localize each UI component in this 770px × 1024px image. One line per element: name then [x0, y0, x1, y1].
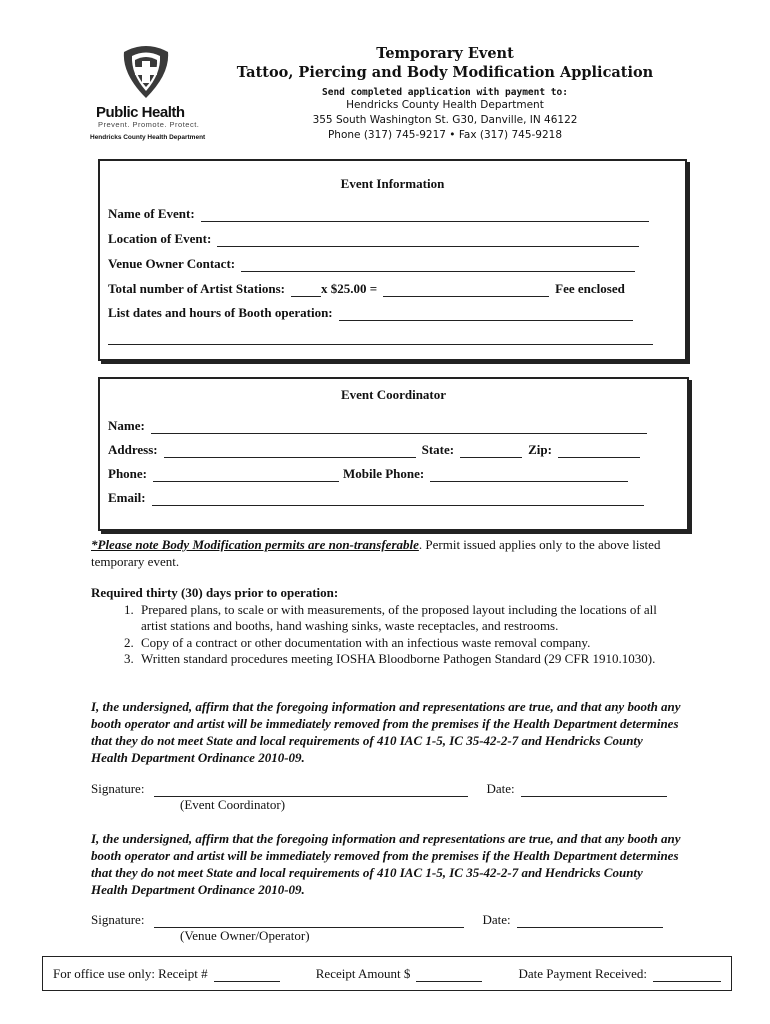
- send-instructions: Send completed application with payment to:: [322, 87, 568, 98]
- coordinator-email-label: Email:: [108, 490, 146, 505]
- requirements-section: [91, 585, 681, 668]
- logo-tagline: Prevent. Promote. Protect.: [98, 120, 200, 129]
- payment-date-field[interactable]: [653, 969, 721, 982]
- coordinator-zip-field[interactable]: [558, 443, 640, 458]
- coordinator-address-row: [108, 442, 640, 458]
- requirements-list: [91, 602, 681, 668]
- coordinator-phone-label: Phone:: [108, 466, 147, 481]
- booth-dates-row: [108, 305, 633, 321]
- signature-label: Signature:: [91, 781, 145, 796]
- logo-department: Hendricks County Health Department: [90, 134, 206, 141]
- section-title: Event Coordinator: [340, 387, 447, 402]
- logo-name: Public Health: [96, 104, 185, 121]
- list-item: 3. Written standard procedures meeting IOSHA Bloodborne Pathogen Standard (29 CFR 1910.1030).: [137, 651, 681, 668]
- list-item: 2. Copy of a contract or other documentation with an infectious waste removal company.: [137, 635, 681, 652]
- coordinator-mobile-label: Mobile Phone:: [343, 466, 425, 481]
- fee-total-field[interactable]: [383, 282, 549, 297]
- transfer-note-emphasis: *Please note Body Modification permits are non-transferable: [91, 537, 419, 552]
- venue-contact-field[interactable]: [241, 257, 635, 272]
- signature-label: Signature:: [91, 912, 145, 927]
- station-fee-multiplier: x $25.00 =: [320, 281, 378, 296]
- affirmation-text-2: I, the undersigned, affirm that the foregoing information and representations are true, and that any booth any booth operator and artist will be immediately removed from the premises if the Health Department determines that they do not meet State and local requirements of 410 IAC 1-5, IC 35-42-2-7 and Hendricks County Health Department Ordinance 2010-09.: [91, 831, 681, 897]
- title-line-2: Tattoo, Piercing and Body Modification Application: [236, 64, 654, 81]
- coordinator-state-label: State:: [421, 442, 455, 457]
- list-item: 1. Prepared plans, to scale or with measurements, of the proposed layout including the locations of all artist stations and booths, hand washing sinks, waste receptacles, and restrooms.: [137, 602, 681, 635]
- signature-role-coordinator: (Event Coordinator): [180, 797, 286, 812]
- receipt-amount-field[interactable]: [416, 969, 482, 982]
- coordinator-name-field[interactable]: [151, 419, 647, 434]
- date-label: Date:: [486, 781, 515, 796]
- coordinator-mobile-field[interactable]: [430, 467, 628, 482]
- receipt-amount-label: Receipt Amount $: [315, 965, 411, 981]
- transfer-note: [91, 537, 681, 570]
- org-name: Hendricks County Health Department: [346, 99, 544, 111]
- booth-dates-label: List dates and hours of Booth operation:: [108, 305, 333, 320]
- coordinator-phone-field[interactable]: [153, 467, 339, 482]
- org-phone: Phone (317) 745-9217 • Fax (317) 745-9218: [327, 129, 563, 141]
- requirements-heading: Required thirty (30) days prior to operation:: [91, 585, 339, 600]
- event-name-field[interactable]: [201, 207, 649, 222]
- payment-date-label: Date Payment Received:: [518, 965, 647, 981]
- office-use-box: [42, 956, 732, 991]
- section-title: Event Information: [340, 176, 445, 191]
- venue-contact-row: [108, 256, 635, 272]
- coordinator-phone-row: [108, 466, 628, 482]
- event-location-field[interactable]: [217, 232, 639, 247]
- coordinator-email-row: [108, 490, 644, 506]
- transfer-note-text: . Permit issued applies only to the above listed temporary event.: [91, 537, 661, 569]
- org-address: 355 South Washington St. G30, Danville, IN 46122: [312, 114, 578, 126]
- booth-dates-field-extra[interactable]: [108, 330, 653, 345]
- title-line-1: Temporary Event: [376, 45, 514, 62]
- fee-enclosed-label: Fee enclosed: [555, 281, 625, 296]
- event-name-row: [108, 206, 649, 222]
- coordinator-name-row: [108, 418, 647, 434]
- artist-stations-count-field[interactable]: [291, 282, 321, 297]
- coordinator-zip-label: Zip:: [528, 442, 552, 457]
- coordinator-address-field[interactable]: [164, 443, 416, 458]
- date-label: Date:: [482, 912, 511, 927]
- venue-date-field[interactable]: [517, 913, 663, 928]
- receipt-amount-group: [316, 966, 483, 982]
- coordinator-signature-row: [91, 781, 667, 797]
- coordinator-email-field[interactable]: [152, 491, 644, 506]
- venue-signature-row: [91, 912, 663, 928]
- artist-stations-label: Total number of Artist Stations:: [108, 281, 285, 296]
- venue-contact-label: Venue Owner Contact:: [108, 256, 236, 271]
- event-name-label: Name of Event:: [108, 206, 195, 221]
- coordinator-state-field[interactable]: [460, 443, 522, 458]
- affirmation-text-1: I, the undersigned, affirm that the foregoing information and representations are true, and that any booth any booth operator and artist will be immediately removed from the premises if the Health Department determines that they do not meet State and local requirements of 410 IAC 1-5, IC 35-42-2-7 and Hendricks County Health Department Ordinance 2010-09.: [91, 699, 681, 765]
- booth-dates-field[interactable]: [339, 306, 633, 321]
- receipt-number-field[interactable]: [214, 969, 280, 982]
- public-health-logo: [88, 44, 218, 144]
- receipt-number-group: [53, 966, 280, 982]
- receipt-number-label: For office use only: Receipt #: [53, 965, 208, 981]
- payment-date-group: [518, 966, 721, 982]
- shield-cross-icon: [88, 44, 218, 102]
- event-location-row: [108, 231, 639, 247]
- coordinator-address-label: Address:: [108, 442, 158, 457]
- artist-stations-row: [108, 281, 625, 297]
- coordinator-name-label: Name:: [108, 418, 145, 433]
- coordinator-signature-field[interactable]: [154, 782, 468, 797]
- event-location-label: Location of Event:: [108, 231, 212, 246]
- venue-signature-field[interactable]: [154, 913, 464, 928]
- coordinator-date-field[interactable]: [521, 782, 667, 797]
- document-header: [210, 44, 680, 143]
- signature-role-venue: (Venue Owner/Operator): [180, 928, 310, 943]
